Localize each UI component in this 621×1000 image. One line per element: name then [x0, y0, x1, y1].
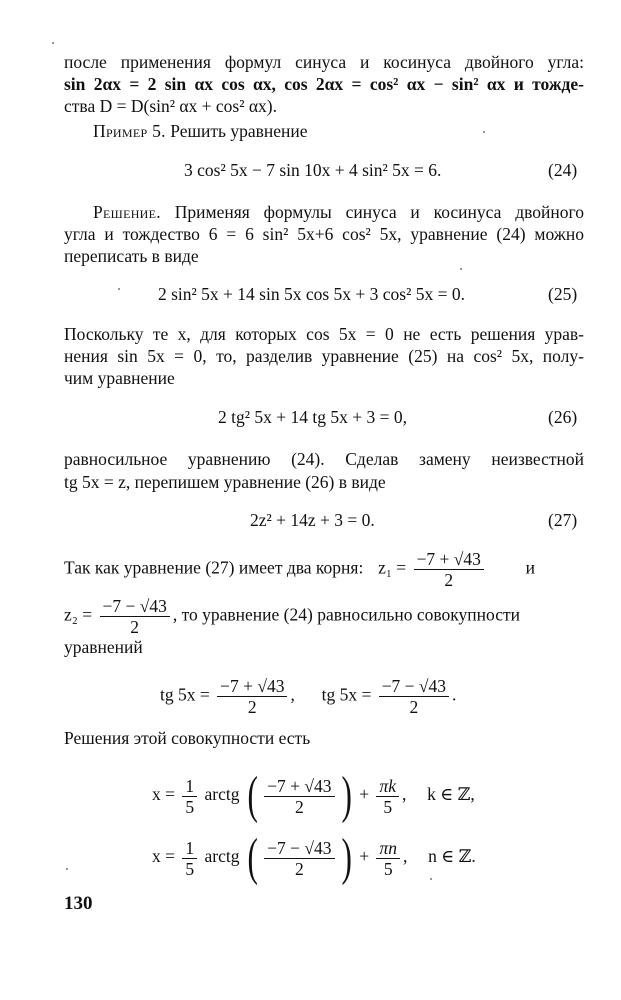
answer-2-arctg: arctg: [204, 846, 240, 867]
answer-2-domain: n ∈ ℤ.: [428, 846, 476, 867]
scan-speck: [483, 131, 485, 133]
paragraph-1-line-2: sin 2αx = 2 sin αx cos αx, cos 2αx = cos² αx − sin² αx и тожде-: [64, 74, 584, 94]
solution-text: Применяя формулы синуса и косинуса двойного: [174, 202, 584, 222]
equation-24: 3 cos² 5x − 7 sin 10x + 4 sin² 5x = 6.: [184, 160, 442, 180]
scan-speck: [430, 878, 432, 880]
example-text: Решить уравнение: [170, 121, 308, 141]
system-fraction-2: [379, 676, 449, 717]
answer-1-numerator: −7 + √43: [264, 776, 334, 797]
answer-1-right-paren: ): [340, 767, 352, 824]
root-z2-denominator: 2: [130, 617, 140, 637]
answer-2-period: [376, 838, 400, 879]
system-fraction-2-denominator: 2: [409, 697, 419, 717]
paragraph-4-line-3: уравнений: [64, 637, 143, 657]
roots-conclusion: , то уравнение (24) равносильно совокупности: [172, 604, 520, 625]
answer-2-coef-num: 1: [182, 838, 197, 859]
equation-25-number: (25): [548, 284, 578, 304]
answer-1-period-den: 5: [383, 796, 393, 817]
solution-line-1: [93, 201, 584, 223]
example-label: Пример 5.: [93, 121, 166, 141]
answer-1-fraction: [264, 776, 334, 817]
equation-system: [160, 676, 456, 717]
paragraph-4-line-2: [64, 596, 520, 637]
equation-24-number: (24): [548, 160, 578, 180]
paragraph-5-line-1: Решения этой совокупности есть: [64, 728, 311, 748]
paragraph-2-line-2: нения sin 5x = 0, то, разделив уравнение (25) на cos² 5x, полу-: [64, 346, 584, 366]
scan-speck: [118, 288, 120, 290]
root-z1-numerator: −7 + √43: [414, 549, 484, 570]
root-z1-fraction: [414, 549, 484, 590]
equation-25: 2 sin² 5x + 14 sin 5x cos 5x + 3 cos² 5x = 0.: [158, 284, 465, 304]
root-z1-denominator: 2: [444, 570, 454, 590]
answer-1-arctg: arctg: [204, 784, 240, 805]
answer-2-numerator: −7 − √43: [264, 838, 334, 859]
equation-26: 2 tg² 5x + 14 tg 5x + 3 = 0,: [218, 407, 407, 427]
answer-1-left-paren: (: [247, 767, 258, 824]
solution-line-3: переписать в виде: [64, 246, 199, 266]
roots-conjunction: и: [525, 557, 536, 578]
answer-2-coefficient: [182, 838, 197, 879]
answer-1-domain: k ∈ ℤ,: [427, 784, 475, 805]
system-fraction-1-denominator: 2: [247, 697, 257, 717]
system-fraction-2-numerator: −7 − √43: [379, 676, 449, 697]
system-fraction-1: [217, 676, 287, 717]
scan-speck: [52, 42, 54, 44]
solution-line-2: угла и тождество 6 = 6 sin² 5x+6 cos² 5x, уравнение (24) можно: [64, 224, 584, 244]
answer-2: x = $\frac{1}{5}$ arctg ( $\frac{-7 - √43}{2}$ ) + $\frac{\pi n}{5}$ , n ∈ ℤ.: [152, 829, 476, 886]
answer-1: x = $\frac{1}{5}$ arctg ( $\frac{-7 + √43}{2}$ ) + $\frac{\pi k}{5}$ , k ∈ ℤ,: [152, 767, 475, 824]
system-separator: ,: [290, 684, 295, 705]
paragraph-2-line-3: чим уравнение: [64, 368, 175, 388]
answer-2-period-num: πn: [376, 838, 400, 859]
answer-2-denominator: 2: [294, 858, 304, 879]
root-z2-label: z₂ =: [64, 604, 93, 625]
answer-1-period-num: πk: [376, 776, 399, 797]
root-z1-label: z₁ =: [378, 557, 407, 578]
answer-1-plus: +: [359, 784, 370, 805]
system-lhs-2: tg 5x =: [321, 684, 372, 705]
answer-1-coef-den: 5: [185, 796, 195, 817]
system-end: .: [452, 684, 457, 705]
answer-2-right-paren: ): [340, 829, 352, 886]
example-heading: [93, 120, 308, 142]
paragraph-3-line-1: равносильное уравнению (24). Сделав замену неизвестной: [64, 449, 584, 469]
answer-1-coefficient: [182, 776, 197, 817]
paragraph-3-line-2: tg 5x = z, перепишем уравнение (26) в виде: [64, 472, 386, 492]
answer-2-plus: +: [359, 846, 370, 867]
paragraph-1-line-3: ства D = D(sin² αx + cos² αx).: [64, 96, 277, 116]
answer-2-lhs: x =: [152, 846, 175, 867]
answer-2-fraction: [264, 838, 334, 879]
page-number: 130: [64, 893, 93, 914]
scan-speck: [460, 268, 462, 270]
answer-2-left-paren: (: [247, 829, 258, 886]
equation-27-number: (27): [548, 510, 578, 530]
scan-speck: [66, 868, 68, 870]
equation-27: 2z² + 14z + 3 = 0.: [250, 510, 375, 530]
answer-1-period: [376, 776, 399, 817]
answer-1-lhs: x =: [152, 784, 175, 805]
paragraph-1-line-1: после применения формул синуса и косинуса двойного угла:: [64, 52, 584, 72]
equation-26-number: (26): [548, 407, 578, 427]
answer-1-denominator: 2: [294, 796, 304, 817]
answer-2-period-den: 5: [383, 858, 393, 879]
answer-2-coef-den: 5: [185, 858, 195, 879]
paragraph-2-line-1: Поскольку те x, для которых cos 5x = 0 не есть решения урав-: [64, 324, 584, 344]
roots-intro: Так как уравнение (27) имеет два корня:: [64, 557, 364, 578]
answer-1-coef-num: 1: [182, 776, 197, 797]
root-z2-numerator: −7 − √43: [100, 596, 170, 617]
solution-label: Решение.: [93, 202, 161, 222]
system-fraction-1-numerator: −7 + √43: [217, 676, 287, 697]
root-z2-fraction: [100, 596, 170, 637]
paragraph-4-line-1: [64, 549, 535, 590]
system-lhs-1: tg 5x =: [160, 684, 210, 705]
